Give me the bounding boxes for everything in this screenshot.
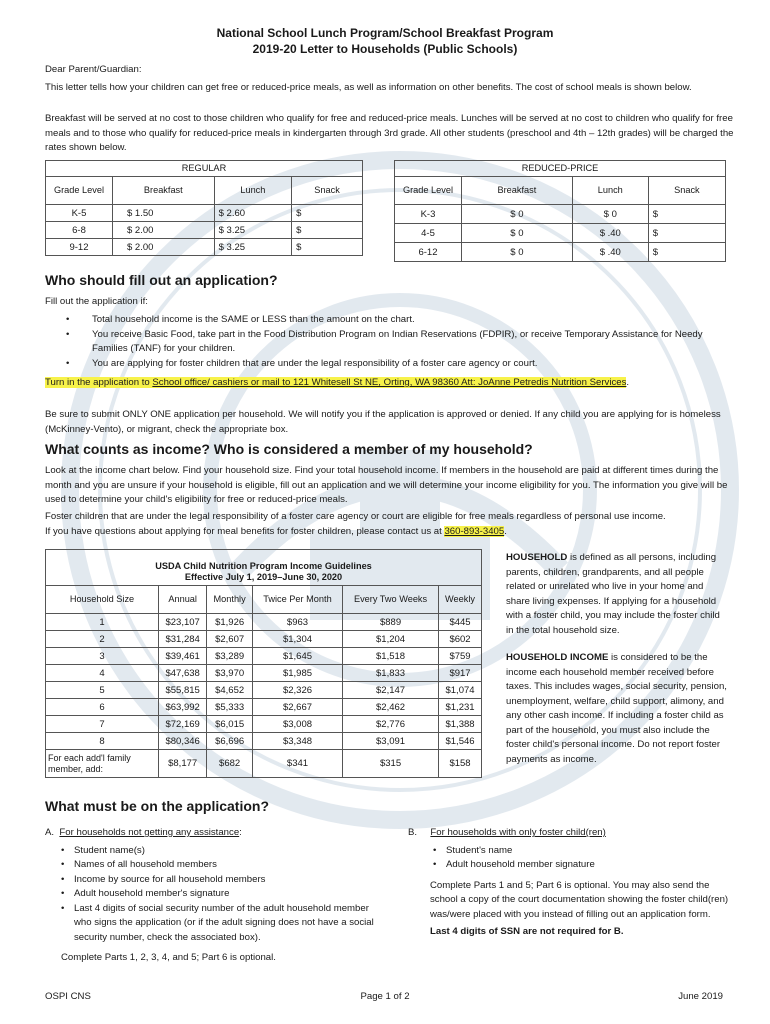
- cell: $ 0: [572, 205, 648, 224]
- reduced-header-breakfast: Breakfast: [462, 177, 573, 205]
- cell: $1,204: [343, 631, 439, 648]
- cell: $ 3.25: [214, 239, 292, 256]
- section-b-title: For households with only foster child(ren): [430, 827, 606, 838]
- reduced-header-snack: Snack: [648, 177, 725, 205]
- cell: $55,815: [159, 682, 207, 699]
- guidelines-header-size: Household Size: [46, 586, 159, 614]
- table-row: [46, 222, 363, 239]
- cell: $1,304: [252, 631, 342, 648]
- cell: 6: [46, 699, 159, 716]
- household-definition: [506, 551, 728, 638]
- cell: 6-8: [46, 222, 113, 239]
- turn-in-location-link[interactable]: School office/ cashiers or mail to 121 Whitesell St NE, Orting, WA 98360 Att: JoAnne Petredis Nutrition Services: [152, 377, 627, 388]
- guidelines-header-annual: Annual: [159, 586, 207, 614]
- cell: $759: [439, 648, 482, 665]
- section-b-ssn-note: Last 4 digits of SSN are not required for B.: [430, 926, 624, 937]
- cell: $1,518: [343, 648, 439, 665]
- regular-caption: REGULAR: [46, 161, 363, 177]
- cell: $963: [252, 614, 342, 631]
- footer-left: OSPI CNS: [45, 991, 91, 1002]
- foster-line-1: Foster children that are under the legal responsibility of a foster care agency or court are eligible for free meals regardless of personal use income.: [45, 511, 666, 522]
- cell: For each add'l family member, add:: [46, 750, 159, 778]
- reduced-header-lunch: Lunch: [572, 177, 648, 205]
- list-item: • Names of all household members: [74, 858, 375, 873]
- cell: $ 0: [462, 224, 573, 243]
- cell: $ 2.00: [113, 239, 215, 256]
- table-row: [395, 243, 726, 262]
- household-income-text: is considered to be the income each household member received before taxes. This includes wages, social security, pension, unemployment, welfare, child support, alimony, and any other cash income. If including a foster child as part of the household, you must also include the foster child's personal income. Do not report foster payments as income.: [506, 652, 727, 765]
- list-item: • Total household income is the SAME or LESS than the amount on the chart.: [92, 313, 732, 328]
- cell: $23,107: [159, 614, 207, 631]
- list-item: • Student name(s): [74, 844, 375, 859]
- cell: $72,169: [159, 716, 207, 733]
- who-bullet-list: [92, 313, 732, 371]
- table-row: [46, 699, 482, 716]
- table-row: [46, 648, 482, 665]
- cell: K-3: [395, 205, 462, 224]
- cell: 6-12: [395, 243, 462, 262]
- phone-link[interactable]: 360-893-3405: [444, 525, 505, 537]
- reduced-header-grade: Grade Level: [395, 177, 462, 205]
- guidelines-header-twice: Twice Per Month: [252, 586, 342, 614]
- cell: 2: [46, 631, 159, 648]
- section-a-complete: Complete Parts 1, 2, 3, 4, and 5; Part 6 is optional.: [61, 952, 276, 963]
- table-row: [46, 239, 363, 256]
- reduced-caption: REDUCED-PRICE: [395, 161, 726, 177]
- section-b-complete: Complete Parts 1 and 5; Part 6 is optional. You may also send the school a copy of the court documentation showing the foster child(ren) was/were placed with you instead of filling out an application form.: [430, 879, 729, 920]
- cell: $8,177: [159, 750, 207, 778]
- regular-header-snack: Snack: [292, 177, 363, 205]
- list-item: • Adult household member's signature: [74, 887, 375, 902]
- cell: 5: [46, 682, 159, 699]
- cell: $158: [439, 750, 482, 778]
- cell: $63,992: [159, 699, 207, 716]
- cell: $: [648, 224, 725, 243]
- cell: $ 3.25: [214, 222, 292, 239]
- table-row: [46, 631, 482, 648]
- table-row: [46, 750, 482, 778]
- cell: $ 0: [462, 243, 573, 262]
- guidelines-caption-2: Effective July 1, 2019–June 30, 2020: [184, 571, 343, 582]
- table-row: [395, 205, 726, 224]
- cell: $1,645: [252, 648, 342, 665]
- list-item: • Last 4 digits of social security number of the adult household member who signs the application (or if the adult signing does not have a social security number, check the associated box).: [74, 902, 375, 946]
- cell: $47,638: [159, 665, 207, 682]
- guidelines-header-weekly: Weekly: [439, 586, 482, 614]
- cell: $: [292, 239, 363, 256]
- cell: $3,091: [343, 733, 439, 750]
- footer-page-number: Page 1 of 2: [360, 991, 410, 1002]
- table-row: [46, 614, 482, 631]
- section-a-list: [74, 844, 375, 946]
- income-heading: What counts as income? Who is considered a member of my household?: [45, 441, 533, 457]
- cell: $1,985: [252, 665, 342, 682]
- cell: $ 0: [462, 205, 573, 224]
- cell: $6,696: [207, 733, 253, 750]
- cell: $ 2.00: [113, 222, 215, 239]
- cell: $80,346: [159, 733, 207, 750]
- cell: $2,147: [343, 682, 439, 699]
- submit-note: Be sure to submit ONLY ONE application per household. We will notify you if the application is approved or denied. If any child you are applying for is homeless (McKinney-Vento), or migrant, check the appropriate box.: [45, 409, 721, 435]
- greeting: Dear Parent/Guardian:: [45, 64, 142, 75]
- turn-in-suffix: .: [626, 377, 630, 388]
- guidelines-header-monthly: Monthly: [207, 586, 253, 614]
- letter-title-line2: 2019-20 Letter to Households (Public Schools): [252, 42, 518, 56]
- cell: $315: [343, 750, 439, 778]
- footer-right: June 2019: [678, 991, 723, 1002]
- cell: $: [648, 205, 725, 224]
- list-item: • Student's name: [446, 844, 730, 859]
- cell: K-5: [46, 205, 113, 222]
- guidelines-caption: [46, 550, 482, 586]
- cell: $: [292, 222, 363, 239]
- cell: $ .40: [572, 224, 648, 243]
- regular-header-breakfast: Breakfast: [113, 177, 215, 205]
- cell: $889: [343, 614, 439, 631]
- table-row: [46, 733, 482, 750]
- who-heading: Who should fill out an application?: [45, 272, 278, 288]
- list-item: • You are applying for foster children that are under the legal responsibility of a foster care agency or court.: [92, 357, 732, 372]
- cell: $1,388: [439, 716, 482, 733]
- section-a-letter: A.: [45, 827, 55, 838]
- reduced-price-table: [394, 160, 726, 262]
- regular-header-lunch: Lunch: [214, 177, 292, 205]
- section-b-list: [446, 844, 730, 873]
- list-item: • Income by source for all household members: [74, 873, 375, 888]
- cell: $3,348: [252, 733, 342, 750]
- table-row: [46, 716, 482, 733]
- cell: $341: [252, 750, 342, 778]
- cell: $: [648, 243, 725, 262]
- foster-line-2: If you have questions about applying for meal benefits for foster children, please contact us at: [45, 525, 445, 537]
- cell: $2,667: [252, 699, 342, 716]
- cell: $3,970: [207, 665, 253, 682]
- cell: $1,231: [439, 699, 482, 716]
- intro-paragraph-1: This letter tells how your children can get free or reduced-price meals, as well as information on other benefits. The cost of school meals is shown below.: [45, 82, 692, 93]
- section-b-letter: B.: [408, 827, 418, 838]
- cell: 4-5: [395, 224, 462, 243]
- intro-paragraph-2: Breakfast will be served at no cost to those children who qualify for free and reduced-price meals. Lunches will be served at no cost to children who qualify for free meals and to those who qualify for reduced-price meals in kindergarten through 3rd grade. All other students (preschool and 4th – 12th grades) will be charged the rates shown below.: [45, 113, 734, 153]
- cell: $5,333: [207, 699, 253, 716]
- section-a-title: For households not getting any assistance: [59, 827, 240, 838]
- regular-price-table: [45, 160, 363, 256]
- cell: $445: [439, 614, 482, 631]
- cell: 9-12: [46, 239, 113, 256]
- guidelines-header-two-weeks: Every Two Weeks: [343, 586, 439, 614]
- guidelines-caption-1: USDA Child Nutrition Program Income Guidelines: [155, 560, 372, 571]
- who-lead: Fill out the application if:: [45, 296, 148, 307]
- cell: $2,326: [252, 682, 342, 699]
- household-income-term: HOUSEHOLD INCOME: [506, 652, 609, 663]
- foster-suffix: .: [504, 525, 507, 537]
- cell: $1,833: [343, 665, 439, 682]
- cell: $: [292, 205, 363, 222]
- cell: $39,461: [159, 648, 207, 665]
- foster-paragraph: [45, 510, 735, 539]
- cell: $4,652: [207, 682, 253, 699]
- cell: $602: [439, 631, 482, 648]
- cell: $917: [439, 665, 482, 682]
- section-a-colon: :: [239, 827, 242, 838]
- cell: $1,074: [439, 682, 482, 699]
- cell: $1,546: [439, 733, 482, 750]
- cell: $31,284: [159, 631, 207, 648]
- cell: 4: [46, 665, 159, 682]
- cell: $682: [207, 750, 253, 778]
- cell: $3,008: [252, 716, 342, 733]
- must-heading: What must be on the application?: [45, 798, 269, 814]
- household-text: is defined as all persons, including parents, children, grandparents, and all people related or unrelated who live in your home and share living expenses. If applying for a household with a foster child, you may include the foster child in the total household size.: [506, 552, 720, 636]
- household-income-definition: [506, 651, 728, 767]
- table-row: [46, 682, 482, 699]
- cell: $2,776: [343, 716, 439, 733]
- list-item: • Adult household member signature: [446, 858, 730, 873]
- letter-title-line1: National School Lunch Program/School Breakfast Program: [216, 26, 554, 40]
- cell: $ 1.50: [113, 205, 215, 222]
- list-item: • You receive Basic Food, take part in the Food Distribution Program on Indian Reservations (FDPIR), or receive Temporary Assistance for Needy Families (TANF) for your children.: [92, 328, 732, 357]
- cell: $ 2.60: [214, 205, 292, 222]
- section-b: [408, 826, 730, 940]
- income-paragraph-1: Look at the income chart below. Find your household size. Find your total household income. If members in the household are paid at different times during the month and you are unsure if your household is eligible, fill out an application and we will determine your income eligibility for you. The information you give will be used to determine your child's eligibility for free or reduced-price meals.: [45, 465, 728, 505]
- regular-header-grade: Grade Level: [46, 177, 113, 205]
- turn-in-prefix: Turn in the application to: [45, 377, 153, 388]
- table-row: [46, 665, 482, 682]
- income-guidelines-table: [45, 549, 482, 778]
- section-a: [45, 826, 375, 966]
- cell: $3,289: [207, 648, 253, 665]
- cell: 1: [46, 614, 159, 631]
- household-term: HOUSEHOLD: [506, 552, 568, 563]
- cell: $2,607: [207, 631, 253, 648]
- cell: $1,926: [207, 614, 253, 631]
- table-row: [46, 205, 363, 222]
- cell: 8: [46, 733, 159, 750]
- cell: $ .40: [572, 243, 648, 262]
- cell: $6,015: [207, 716, 253, 733]
- turn-in-instructions: [45, 376, 685, 391]
- cell: 3: [46, 648, 159, 665]
- cell: $2,462: [343, 699, 439, 716]
- cell: 7: [46, 716, 159, 733]
- table-row: [395, 224, 726, 243]
